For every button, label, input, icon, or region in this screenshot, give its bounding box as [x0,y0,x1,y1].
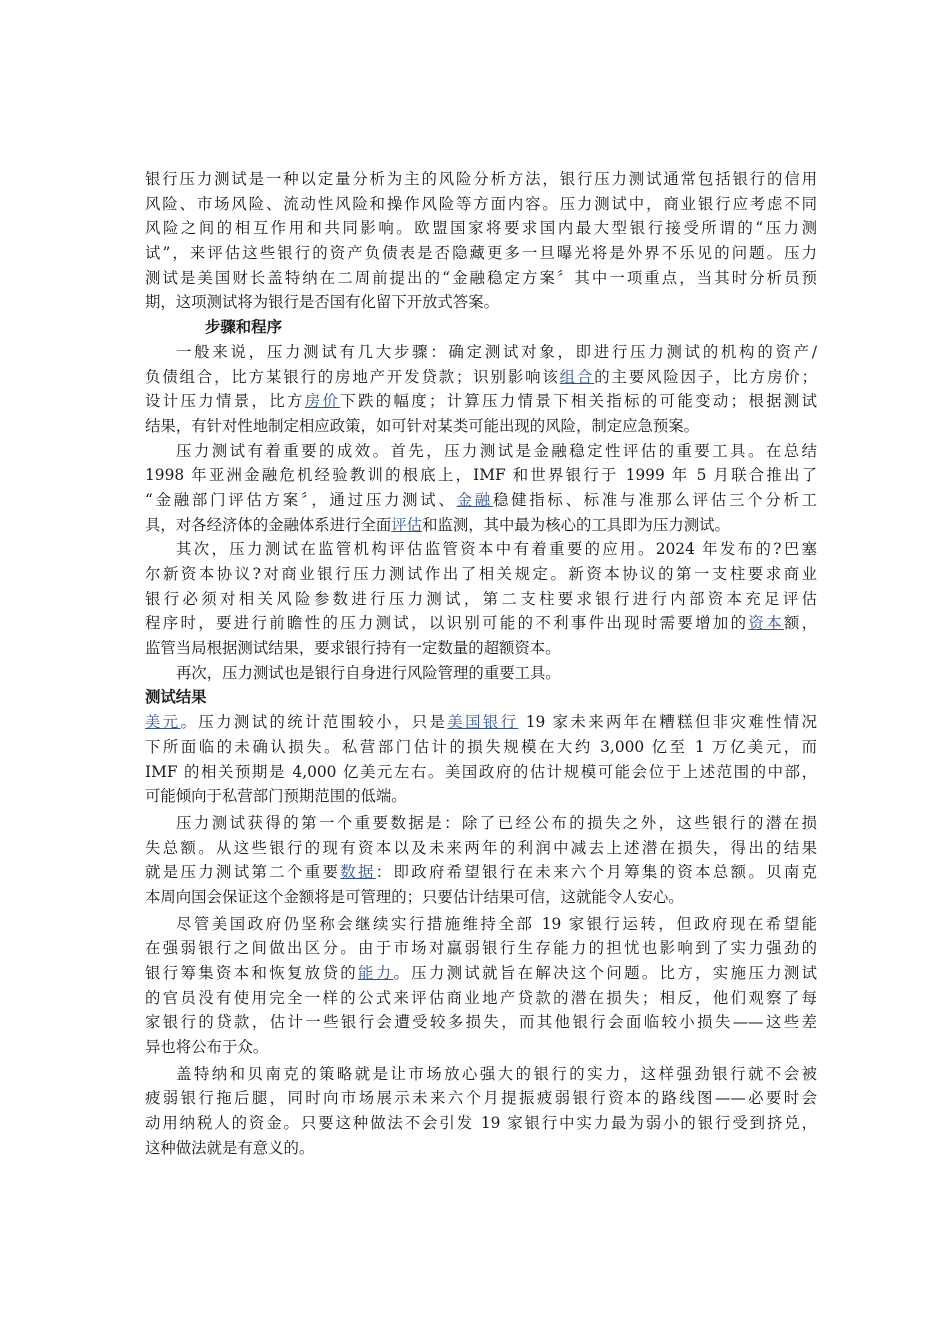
document-body [145,167,817,1161]
text-line: 压力测试有着重要的成效。首先，压力测试是金融稳定性评估的重要工具。在总结 [176,441,817,460]
link-data[interactable]: 数据 [340,863,376,882]
link-finance[interactable]: 金融 [456,490,493,509]
text-line: 测试是美国财长盖特纳在二周前提出的“金融稳定方案〞其中一项重点，当其时分析员预 [145,268,817,287]
text-line: 这种做法就是有意义的。 [145,1138,315,1157]
text-line: 银行必须对相关风险参数进行压力测试，第二支柱要求银行进行内部资本充足评估 [145,589,817,608]
text-span: 。压力测试的统计范围较小，只是 [180,713,448,732]
link-ability[interactable]: 能力 [357,964,394,982]
regulatory-paragraph [145,537,817,660]
first-data-paragraph [145,811,817,910]
text-line: 试”，来评估这些银行的资产负债表是否隐藏更多一旦曝光将是外界不乐见的问题。压力 [145,244,817,263]
text-line: 银行压力测试是一种以定量分析为主的风险分析方法，银行压力测试通常包括银行的信用 [145,170,817,188]
text-span: 就是压力测试第二个重要 [145,863,341,882]
text-line: 期，这项测试将为银行是否国有化留下开放式答案。 [145,293,499,312]
text-span: ：即政府希望银行在未来六个月筹集的资本总额。贝南克 [375,863,817,882]
text-line: 家银行的贷款，估计一些银行会遭受较多损失，而其他银行会面临较小损失——这些差 [145,1013,817,1032]
text-line [145,513,817,538]
text-line [145,488,817,513]
text-line [145,860,817,885]
text-span: 下跌的幅度；计算压力情景下相关指标的可能变动；根据测试 [340,392,817,411]
text-span: 的主要风险因子，比方房价； [594,367,817,386]
link-usd[interactable]: 美元 [145,713,181,732]
differentiation-paragraph [145,912,817,1060]
link-capital[interactable]: 资本 [748,614,784,633]
text-line [145,961,817,986]
text-line: 下所面临的未确认损失。私营部门估计的损失规模在大约 3,000 亿至 1 万亿美元，而 [145,737,817,756]
text-line [145,389,817,414]
text-span: 19 家未来两年在糟糕但非灾难性情况 [518,713,817,732]
text-span: “金融部门评估方案〞，通过压力测试、 [145,490,457,509]
risk-management-paragraph: 再次，压力测试也是银行自身进行风险管理的重要工具。 [176,663,561,682]
text-line: 风险之间的相互作用和共同影响。欧盟国家将要求国内最大型银行接受所谓的“压力测 [145,219,817,238]
results-paragraph [145,710,817,809]
text-line: IMF 的相关预期是 4,000 亿美元左右。美国政府的估计规模可能会位于上述范围的中部， [145,762,817,781]
text-line: 失总额。从这些银行的现有资本以及未来两年的利润中减去上述潜在损失，得出的结果 [145,838,817,857]
effect-paragraph [145,439,817,538]
text-line: 可能倾向于私营部门预期范围的低端。 [145,787,407,806]
link-house-price[interactable]: 房价 [304,392,341,411]
text-line: 结果，有针对性地制定相应政策，如可针对某类可能出现的风险，制定应急预案。 [145,416,700,435]
text-line: 风险、市场风险、流动性风险和操作风险等方面内容。压力测试中，商业银行应考虑不同 [145,194,817,213]
text-line: 1998 年亚洲金融危机经验教训的根底上，IMF 和世界银行于 1999 年 5 月联合推出了 [145,466,817,485]
text-span: 额， [783,614,817,633]
steps-paragraph [145,340,817,439]
text-line: 尽管美国政府仍坚称会继续实行措施维持全部 19 家银行运转，但政府现在希望能 [176,914,817,933]
text-span: 程序时，要进行前瞻性的压力测试，以识别可能的不利事件出现时需要增加的 [145,614,749,633]
text-line [145,365,817,390]
text-line: 在强弱银行之间做出区分。由于市场对羸弱银行生存能力的担忧也影响到了实力强劲的 [145,939,817,958]
text-line [145,611,817,636]
link-assessment[interactable]: 评估 [391,515,423,534]
text-line: 本周向国会保证这个金额将是可管理的；只要估计结果可信，这就能令人安心。 [145,887,684,906]
text-span: 稳健指标、标准与准那么评估三个分析工 [492,490,817,509]
text-line: 监管当局根据测试结果，要求银行持有一定数量的超额资本。 [145,639,561,658]
text-span: 具，对各经济体的金融体系进行全面 [145,515,392,534]
text-line: 疲弱银行拖后腿，同时向市场展示未来六个月提振疲弱银行资本的路线图——必要时会 [145,1089,817,1108]
text-line: 一般来说，压力测试有几大步骤：确定测试对象，即进行压力测试的机构的资产/ [176,342,817,361]
text-line: 其次，压力测试在监管机构评估监管资本中有着重要的应用。2024 年发布的?巴塞 [176,540,817,559]
text-span: 银行筹集资本和恢复放贷的 [145,964,358,982]
link-us-banks[interactable]: 美国银行 [447,713,519,732]
text-span: 负债组合，比方某银行的房地产开发贷款；识别影响该 [145,367,560,386]
text-span: 设计压力情景，比方 [145,392,305,411]
text-line: 动用纳税人的资金。只要这种做法不会引发 19 家银行中实力最为弱小的银行受到挤兑， [145,1114,817,1133]
text-line: 异也将公布于众。 [145,1038,269,1057]
section-heading-results: 测试结果 [145,688,207,707]
strategy-paragraph [145,1062,817,1161]
text-line: 尔新资本协议?对商业银行压力测试作出了相关规定。新资本协议的第一支柱要求商业 [145,565,817,583]
text-line: 压力测试获得的第一个重要数据是：除了已经公布的损失之外，这些银行的潜在损 [176,813,817,832]
text-span: 和监测，其中最为核心的工具即为压力测试。 [422,515,730,534]
section-heading-steps: 步骤和程序 [205,318,282,337]
text-line [145,710,817,735]
intro-paragraph [145,167,817,315]
link-portfolio[interactable]: 组合 [559,367,595,386]
text-line: 盖特纳和贝南克的策略就是让市场放心强大的银行的实力，这样强劲银行就不会被 [176,1064,817,1083]
text-line: 的官员没有使用完全一样的公式来评估商业地产贷款的潜在损失；相反，他们观察了每 [145,988,817,1007]
text-span: 。压力测试就旨在解决这个问题。比方，实施压力测试 [393,964,817,982]
